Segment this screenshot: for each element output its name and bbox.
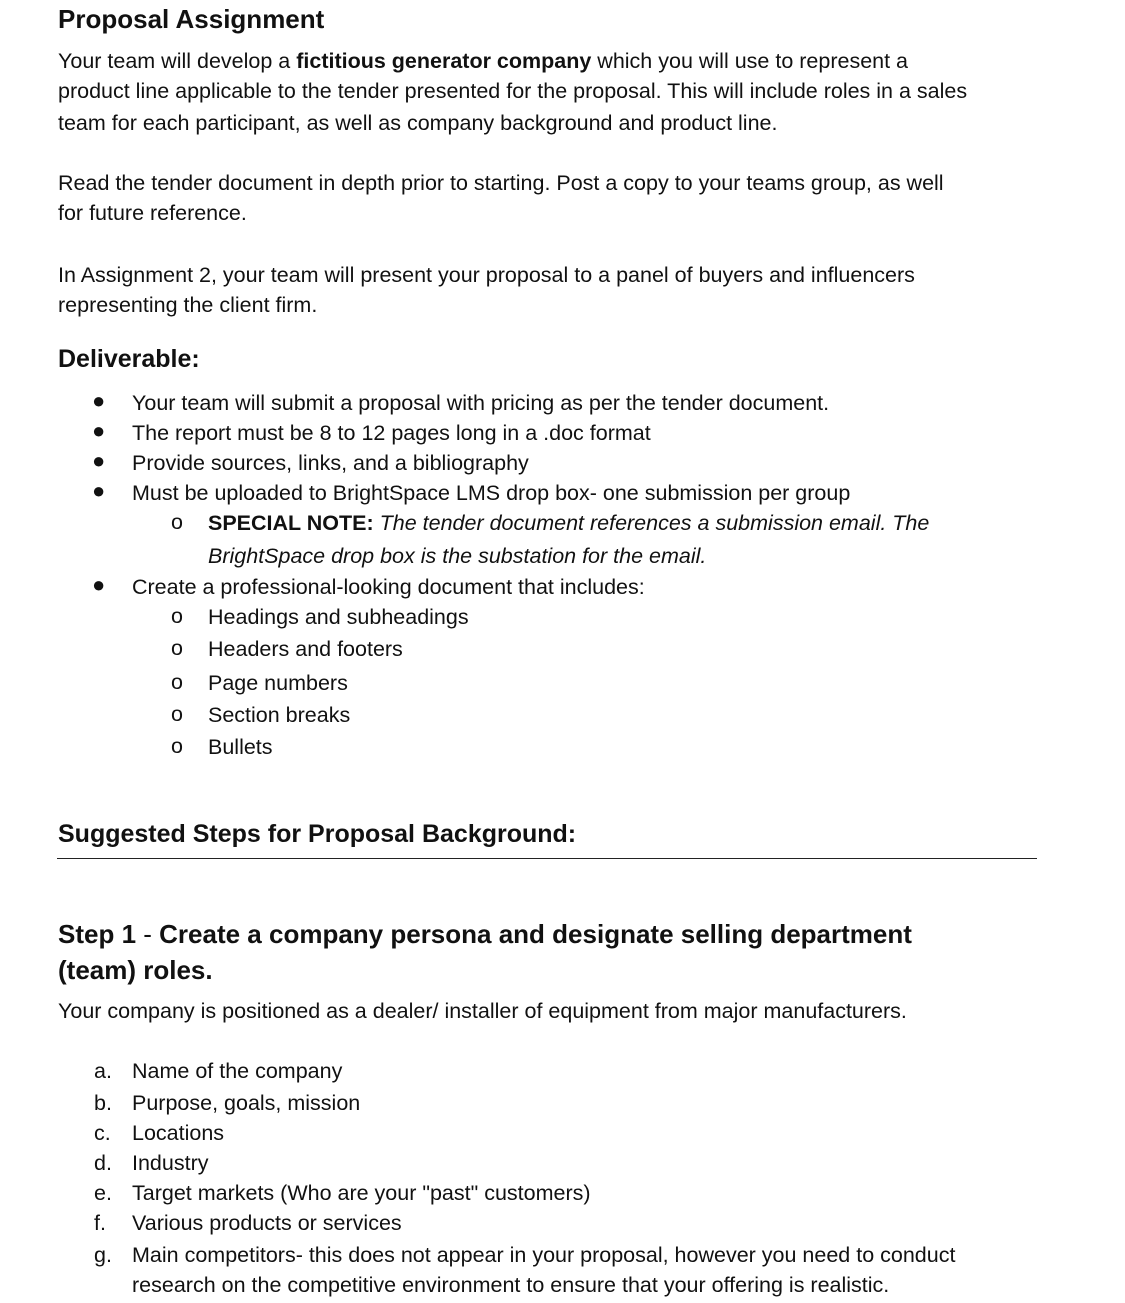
bullet-dot: ● — [92, 478, 106, 503]
list-letter: f. — [94, 1211, 106, 1235]
list-item: Purpose, goals, mission — [132, 1091, 361, 1115]
list-letter: d. — [94, 1151, 112, 1175]
list-item: Industry — [132, 1151, 209, 1175]
assignment2-line-1: In Assignment 2, your team will present your proposal to a panel of buyers and influencers — [58, 263, 915, 287]
bullet-dot: ● — [92, 418, 106, 443]
sub-marker: o — [171, 604, 183, 628]
special-note-line-1: SPECIAL NOTE: The tender document references a submission email. The — [208, 511, 930, 535]
sub-marker: o — [171, 702, 183, 726]
sub-marker: o — [171, 510, 183, 534]
step1-title-line-1: Step 1 - Create a company persona and designate selling department — [58, 919, 912, 949]
read-line-2: for future reference. — [58, 201, 247, 225]
suggested-steps-heading: Suggested Steps for Proposal Background: — [58, 820, 577, 848]
bullet-dot: ● — [92, 448, 106, 473]
list-letter: c. — [94, 1121, 111, 1145]
sub-marker: o — [171, 734, 183, 758]
page-title: Proposal Assignment — [58, 4, 325, 34]
intro-line-3: team for each participant, as well as company background and product line. — [58, 111, 778, 135]
intro-line-1: Your team will develop a fictitious generator company which you will use to represent a — [58, 49, 909, 73]
step1-title-line-2: (team) roles. — [58, 955, 213, 985]
special-note-label: SPECIAL NOTE: — [208, 511, 374, 535]
assignment2-line-2: representing the client firm. — [58, 293, 318, 317]
step1-description: Your company is positioned as a dealer/ installer of equipment from major manufacturers. — [58, 999, 907, 1023]
bullet-dot: ● — [92, 388, 106, 413]
sub-item: Bullets — [208, 735, 273, 759]
sub-item: Section breaks — [208, 703, 351, 727]
deliverable-bullet: The report must be 8 to 12 pages long in a .doc format — [132, 421, 651, 445]
sub-marker: o — [171, 636, 183, 660]
sub-item: Headings and subheadings — [208, 605, 469, 629]
horizontal-rule — [57, 858, 1037, 859]
list-letter: g. — [94, 1243, 112, 1267]
list-item: Main competitors- this does not appear in your proposal, however you need to conduct — [132, 1243, 956, 1267]
intro-line-2: product line applicable to the tender presented for the proposal. This will include roles in a sales — [58, 79, 968, 103]
deliverable-bullet: Must be uploaded to BrightSpace LMS drop box- one submission per group — [132, 481, 851, 505]
sub-item: Page numbers — [208, 671, 348, 695]
list-letter: b. — [94, 1091, 112, 1115]
deliverable-bullet: Your team will submit a proposal with pricing as per the tender document. — [132, 391, 830, 415]
deliverable-bullet: Provide sources, links, and a bibliography — [132, 451, 529, 475]
read-line-1: Read the tender document in depth prior to starting. Post a copy to your teams group, as well — [58, 171, 944, 195]
sub-marker: o — [171, 670, 183, 694]
list-item: Various products or services — [132, 1211, 402, 1235]
deliverable-bullet: Create a professional-looking document that includes: — [132, 575, 645, 599]
list-item: Name of the company — [132, 1059, 343, 1083]
special-note-line-2: BrightSpace drop box is the substation for the email. — [208, 544, 707, 568]
sub-item: Headers and footers — [208, 637, 403, 661]
list-letter: a. — [94, 1059, 112, 1083]
deliverable-heading: Deliverable: — [58, 345, 200, 373]
list-letter: e. — [94, 1181, 112, 1205]
list-item: Target markets (Who are your "past" customers) — [132, 1181, 591, 1205]
list-item-continuation: research on the competitive environment to ensure that your offering is realistic. — [132, 1273, 890, 1297]
bullet-dot: ● — [92, 572, 106, 597]
list-item: Locations — [132, 1121, 225, 1145]
company-emphasis: fictitious generator company — [296, 49, 592, 73]
